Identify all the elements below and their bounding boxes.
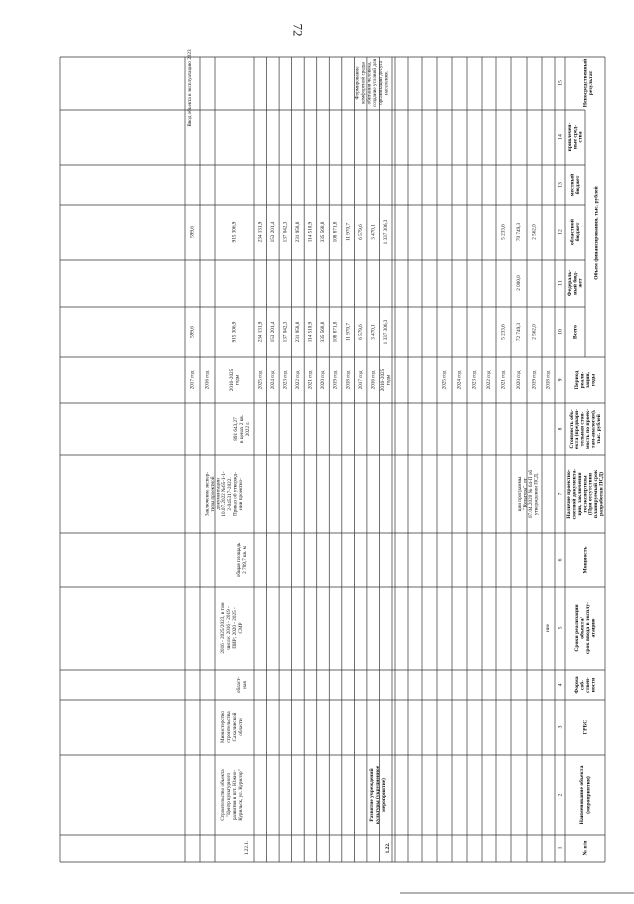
object-cost: 2022 г. xyxy=(245,421,252,437)
object-psd: 2-045317-2022. xyxy=(226,477,233,511)
regional-cell: 915 306,9 xyxy=(231,221,238,243)
header-cost: тыс. рублей xyxy=(595,414,602,444)
period-cell: 2018 год xyxy=(545,370,552,390)
header-period: зации, xyxy=(585,371,592,389)
total-cell: 137 042,3 xyxy=(282,321,289,343)
period-cell: 2021 год xyxy=(500,370,507,390)
period-cell: 2024 год xyxy=(270,370,277,390)
section-result: организации досуга xyxy=(377,61,384,105)
total-cell: 231 958,8 xyxy=(295,321,302,343)
regional-cell: 3 470,1 xyxy=(370,224,377,240)
object-number: 1.22.1. xyxy=(244,840,251,856)
total-cell: 234 131,9 xyxy=(257,321,264,343)
regional-cell: 108 871,8 xyxy=(332,221,339,243)
object-result: Ввод объекта в эксплуатацию 2023 xyxy=(187,49,194,127)
column-number: 8 xyxy=(557,427,564,431)
column-number: 3 xyxy=(557,725,564,729)
header-psd: разработки ПСД) xyxy=(598,472,605,516)
period-cell: 2016 год xyxy=(370,370,377,390)
object-form: ная xyxy=(242,681,249,689)
period-cell: 2020 год xyxy=(516,370,523,390)
column-number: 5 xyxy=(557,626,564,630)
header-result: результат xyxy=(588,70,595,96)
total-cell: 5 233,6 xyxy=(500,324,507,340)
total-cell: 3 470,1 xyxy=(370,324,377,340)
header-regional: областной xyxy=(569,219,576,245)
header-terms: атацию xyxy=(590,618,597,638)
section-result: создание условий для xyxy=(372,59,379,107)
section-number: 1.22. xyxy=(385,842,392,854)
total-cell: 915 306,9 xyxy=(231,321,238,343)
period-cell: 2017 год xyxy=(357,370,364,390)
page-number: 72 xyxy=(290,23,306,37)
header-result: Непосредственный xyxy=(582,58,589,108)
psd-continued: 07.04.2020 № 64-П об xyxy=(527,469,534,519)
column-number: 6 xyxy=(557,558,564,562)
header-form: ности xyxy=(590,677,597,693)
column-number: 1 xyxy=(557,846,564,850)
object-terms: 2016 - 2025/2023, в том xyxy=(220,602,227,654)
header-period: реали- xyxy=(579,371,586,389)
object-capacity: общая площадь xyxy=(236,542,243,578)
terms-continued: ние xyxy=(545,624,552,632)
object-form: област- xyxy=(236,676,243,694)
period-cell: 2018 год xyxy=(345,370,352,390)
total-cell: 108 871,8 xyxy=(332,321,339,343)
object-grbs: строительства xyxy=(226,711,233,743)
period-cell: 2023 год xyxy=(282,370,289,390)
period-cell: 2022 год xyxy=(486,370,493,390)
period-cell: 2016-2025 xyxy=(228,368,235,392)
object-psd: Приказ об утвержд- xyxy=(232,472,239,516)
period-cell: 2020 год xyxy=(320,370,327,390)
period-cell: 2019 год xyxy=(531,370,538,390)
regional-cell: 599,6 xyxy=(189,226,196,238)
section-result: комфортной среды xyxy=(360,62,367,104)
header-psd: (При отсутствии xyxy=(587,472,594,516)
column-number: 15 xyxy=(557,80,564,86)
period-cell: 2025 год xyxy=(257,370,264,390)
regional-cell: 1 337 306,3 xyxy=(382,219,389,245)
period-cell: годы xyxy=(385,374,392,386)
header-cost: Стоимость объ- xyxy=(568,409,575,449)
regional-cell: 70 749,3 xyxy=(516,222,523,242)
regional-cell: 137 042,3 xyxy=(282,221,289,243)
regional-cell: 2 562,0 xyxy=(531,224,538,240)
object-psd: Заключение экспер- xyxy=(204,471,211,517)
period-cell: 2017 год xyxy=(189,370,196,390)
regional-cell: 231 958,8 xyxy=(295,221,302,243)
object-capacity: 2 789,7 кв. м xyxy=(242,546,249,574)
header-terms: Сроки реализации xyxy=(573,604,580,652)
regional-cell: 114 510,9 xyxy=(307,221,314,243)
object-psd: 10.07.2022 №65-1-1- xyxy=(221,471,228,517)
object-name: Строительство объекта xyxy=(220,769,227,821)
regional-cell: 11 970,7 xyxy=(345,223,352,241)
section-result: обитания человека, xyxy=(366,61,373,105)
object-terms: ПИР; 2020 - 2025 - xyxy=(232,607,239,649)
column-number: 13 xyxy=(557,182,564,188)
section-name: культуры (укрупненное xyxy=(375,765,382,825)
header-cost: мость по проек- xyxy=(584,408,591,450)
section-name: мероприятие) xyxy=(381,778,388,812)
header-capacity: Мощность xyxy=(582,546,589,574)
object-terms: СМР xyxy=(238,622,245,634)
object-grbs: области xyxy=(238,718,245,736)
header-cost: там-аналогам), xyxy=(590,409,597,449)
header-grbs: ГРБС xyxy=(582,719,589,735)
header-regional: бюджет xyxy=(574,222,581,242)
header-attracted: ные сред- xyxy=(572,124,579,150)
header-terms: срок ввода в эксплу- xyxy=(585,601,592,655)
column-number: 9 xyxy=(557,378,564,382)
federal-cell: 2 000,0 xyxy=(516,275,523,291)
total-cell: 72 749,3 xyxy=(516,322,523,342)
section-name: Развитие учреждений xyxy=(369,768,376,822)
period-cell: 2023 год xyxy=(471,370,478,390)
section-result: Формирование xyxy=(354,66,361,100)
header-federal: жет xyxy=(577,278,584,288)
psd-continued: ции программы xyxy=(516,476,523,512)
header-form: ствен- xyxy=(585,677,592,693)
header-local: бюджет xyxy=(574,175,581,195)
regional-cell: 153 201,4 xyxy=(270,221,277,243)
header-cost: екта (предвари- xyxy=(574,408,581,450)
regional-cell: 5 233,6 xyxy=(500,224,507,240)
period-cell: 2016-2025 xyxy=(380,368,387,392)
column-number: 11 xyxy=(557,280,564,286)
header-attracted: привлечен- xyxy=(566,122,573,152)
header-attracted: ства xyxy=(577,131,584,143)
regional-cell: 234 131,9 xyxy=(257,221,264,243)
period-cell: 2024 год xyxy=(456,370,463,390)
total-cell: 1 337 306,3 xyxy=(382,319,389,345)
column-number: 12 xyxy=(557,229,564,235)
psd-continued: утверждении ПСД. xyxy=(533,472,540,516)
total-cell: 153 201,4 xyxy=(270,321,277,343)
header-period: годы xyxy=(590,373,597,387)
header-form: Форма xyxy=(573,676,580,694)
column-number: 7 xyxy=(557,492,564,496)
period-cell: 2022 год xyxy=(295,370,302,390)
header-federal: ный бюд- xyxy=(572,271,579,295)
total-cell: 2 562,0 xyxy=(531,324,538,340)
header-period: Период xyxy=(573,370,580,390)
object-cost: в ценах 2 кв. xyxy=(239,415,246,443)
header-name: Наименование объекта xyxy=(579,765,586,825)
total-cell: 599,6 xyxy=(189,326,196,338)
object-name: развития в пгт. Южно- xyxy=(232,769,239,821)
object-name: Курильск, ул. Курилэр" xyxy=(238,769,245,821)
object-psd: тизы проектной xyxy=(209,476,216,512)
total-cell: 11 970,7 xyxy=(345,323,352,341)
column-number: 14 xyxy=(557,134,564,140)
period-cell: 2021 год xyxy=(307,370,314,390)
total-cell: 114 510,9 xyxy=(307,321,314,343)
header-terms: объекта/ xyxy=(579,617,586,639)
header-psd: сметной документа- xyxy=(571,468,578,520)
header-psd: ции, заключения xyxy=(576,472,583,516)
header-psd: планируемый срок xyxy=(593,469,600,519)
header-psd: госэкспертизы xyxy=(582,475,589,513)
object-cost: 891 643,27 xyxy=(233,417,240,441)
header-total: Всего xyxy=(572,325,579,339)
period-cell: 2025 год xyxy=(441,370,448,390)
total-cell: 6 579,6 xyxy=(357,324,364,340)
header-name: (мероприятия) xyxy=(585,776,592,814)
header-financing: Объем финансирования, тыс. рублей xyxy=(593,186,600,280)
psd-continued: "Культура", от xyxy=(522,478,529,510)
period-cell: 2019 год xyxy=(332,370,339,390)
object-name: "Центр культурного xyxy=(226,772,233,818)
section-result: населения. xyxy=(383,71,390,95)
header-local: местный xyxy=(569,173,576,197)
object-psd: документации xyxy=(215,478,222,510)
header-federal: Федераль- xyxy=(566,269,573,297)
regional-cell: 6 579,6 xyxy=(357,224,364,240)
header-num: № п/п xyxy=(582,840,589,856)
period-cell: 2016 год xyxy=(204,370,211,390)
header-form: соб- xyxy=(579,680,586,690)
column-number: 2 xyxy=(557,793,564,797)
column-number: 4 xyxy=(557,683,564,687)
total-cell: 335 568,8 xyxy=(320,321,327,343)
header-cost: тельная стои- xyxy=(579,411,586,447)
column-number: 10 xyxy=(557,329,564,335)
period-cell: годы xyxy=(234,374,241,386)
object-grbs: Министерство xyxy=(220,711,227,743)
object-terms: числе: 2016 - 2019 - xyxy=(226,606,233,650)
object-grbs: Сахалинской xyxy=(232,712,239,742)
header-psd: Наличие проектно- xyxy=(566,469,573,519)
regional-cell: 335 568,8 xyxy=(320,221,327,243)
object-psd: нии проектно- xyxy=(237,478,244,510)
